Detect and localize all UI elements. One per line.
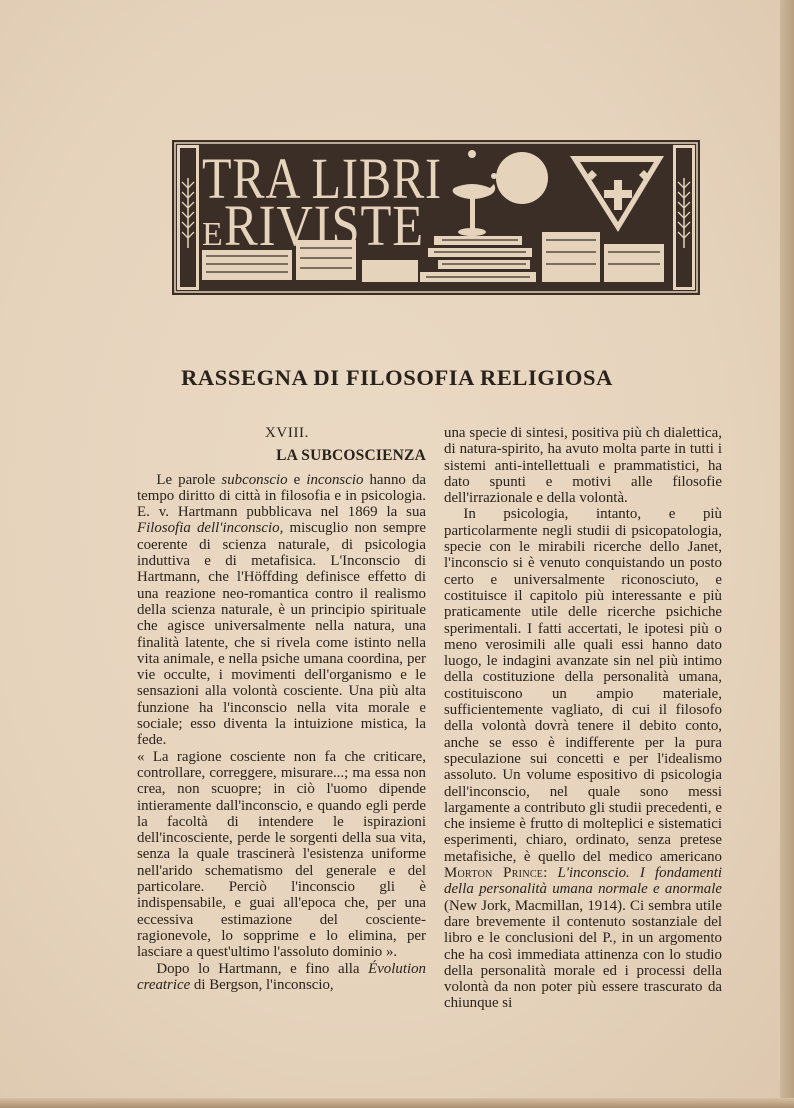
text-column-right <box>444 425 722 1012</box>
text-run: miscuglio non sempre coerente di scienza naturale, di psicologia induttiva e di metafisica. L'Inconscio di Hartmann, che l'Höffding definisce effetto di una reazione neo-romantica contro il realismo della scienza naturale, è un principio spirituale che agisce universalmente nella natura, una finalità latente, che si rivela come istinto nella vita animale, e nella psiche umana coordina, per vie occulte, i movimenti dell'organismo e le sensazioni alla volontà cosciente. Una più alta funzione ha l'inconscio nella vita morale e sociale; esso diventa la intuizione mistica, la fede. <box>137 520 426 749</box>
header-banner-woodcut <box>172 140 700 295</box>
italic-term: inconscio <box>306 471 364 488</box>
book-title: Évolution creatrice <box>137 960 426 993</box>
banner-initial-e: E <box>202 216 223 253</box>
text-run: Dopo lo Hartmann, e fino alla <box>156 960 369 977</box>
book-title: Filosofia dell'inconscio, <box>137 520 284 537</box>
text-run: : <box>543 865 558 882</box>
text-run: In psicologia, intanto, e più particolarmente negli studii di psicopatologia, specie con le mirabili ricerche dello Janet, l'inconscio si è venuto conquistando un posto certo e universalmente riconosciuto, e costituisce il capitolo più interessante e più praticamente utile delle ricerche psichiche sperimentali. I fatti accertati, le ipotesi più o meno verosimili alle quali essi hanno dato luogo, le indagini avanzate sin nel più intimo della costituzione della personalità umana, costituiscono un ampio materiale, sufficientemente vagliato, di cui il filosofo della volontà dovrà tenere il debito conto, anche se esso è indifferente per la pura speculazione sui concetti e per l'idealismo assoluto. Un volume espositivo di psicologia dell'inconscio, nel quale sono messi largamente a contributo gli studii precedenti, e che insieme è frutto di molteplici e sistematici esperimenti, chiaro, ordinato, senza pretese metafisiche, è quello del medico americano <box>444 506 722 865</box>
text-run: e <box>287 471 307 488</box>
author-name: Morton Prince <box>444 865 544 882</box>
right-ornament-icon <box>673 145 695 290</box>
page-right-edge <box>780 0 794 1108</box>
paragraph: una specie di sintesi, positiva più ch dialettica, di natura-spirito, ha avuto molta parte in tutti i sistemi anti-intellettuali e prammatistici, ha dato spunti e motivi alle filosofie dell'irrazionale e della volontà. <box>444 425 722 507</box>
banner-line-2: RIVISTE <box>224 193 424 258</box>
section-title: LA SUBCOSCIENZA <box>276 447 426 465</box>
paragraph <box>444 506 722 1011</box>
text-run: di Bergson, l'inconscio, <box>190 976 334 993</box>
text-run: (New Jork, Macmillan, 1914). Ci sembra utile dare brevemente il contenuto sostanziale del libro e le conclusioni del P., in un argomento che ha così immediata attinenza con lo studio della personalità morale ed i processi della volontà da non poter più essere trascurato da chiunque si <box>444 897 722 1012</box>
quotation-paragraph: « La ragione cosciente non fa che criticare, controllare, correggere, misurare...; ma essa non crea, non scuopre; in ciò l'uomo dipende intieramente dall'inconscio, e quando egli perde la facoltà di intendere le ispirazioni dell'incosciente, perde le sorgenti della sua vita, senza la quale trascinerà l'esistenza uniforme nell'arido schematismo del generale e del particolare. Perciò l'inconscio gli è indispensabile, e guai all'epoca che, per una eccessiva estimazione del cosciente-ragionevole, lo sopprime e lo elimina, per lasciare a quest'ultimo l'assoluto dominio ». <box>137 748 426 961</box>
italic-term: subconscio <box>221 471 288 488</box>
moon-icon <box>496 152 548 204</box>
section-number: XVIII. <box>265 425 310 441</box>
left-ornament-icon <box>177 145 199 290</box>
page-title: RASSEGNA DI FILOSOFIA RELIGIOSA <box>181 365 613 390</box>
text-run: hanno da tempo diritto di città in filosofia e in psicologia. E. v. Hartmann pubblicava nel 1869 la sua <box>137 471 427 521</box>
banner-line-1: TRA LIBRI <box>202 146 442 211</box>
paragraph <box>137 472 426 749</box>
paragraph <box>137 961 426 994</box>
book-title: L'inconscio. I fondamenti della personalità umana normale e anormale <box>444 865 722 898</box>
page-bottom-edge <box>0 1098 794 1108</box>
text-column-left <box>137 425 426 993</box>
text-run: Le parole <box>156 471 222 488</box>
